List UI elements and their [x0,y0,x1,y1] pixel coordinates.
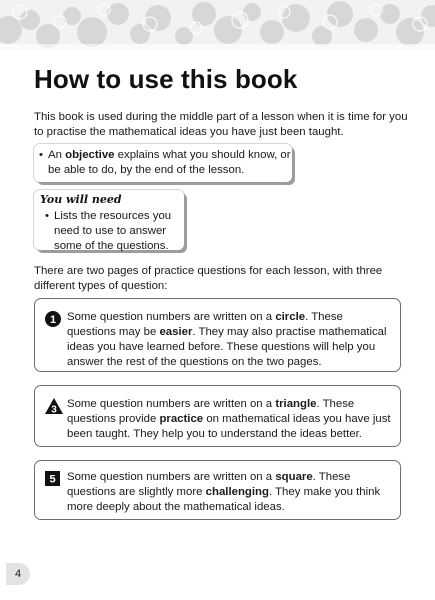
objective-term: objective [65,149,115,161]
practice-term: practice [159,413,204,425]
square-number: 5 [49,473,56,486]
bullet-icon: • [39,149,43,161]
page-title: How to use this book [34,64,298,94]
objective-text: An objective explains what you should know, or be able to do, by the end of the lesson. [48,149,291,176]
triangle-question-text: Some question numbers are written on a triangle. These questions provide practice on mathematical ideas you have just been taught. They help you to understand the ideas better. [67,398,391,440]
intro-paragraph: This book is used during the middle part of a lesson when it is time for you to practise the mathematical ideas you have just been taught. [34,111,408,138]
triangle-question-box [34,385,401,447]
circle-term: circle [275,311,306,323]
triangle-number: 3 [51,404,57,414]
square-question-text: Some question numbers are written on a square. These questions are slightly more challenging. They make you think more deeply about the mathematical ideas. [67,471,381,513]
circle-question-box [34,298,401,372]
you-will-need-callout [34,190,184,250]
square-number-icon [45,471,60,486]
bubble-pattern-icon [0,0,435,50]
square-term: square [275,471,313,483]
bullet-icon: • [45,210,49,222]
triangle-number-icon [45,398,63,414]
decorative-bubble-header [0,0,435,50]
you-will-need-title: You will need [40,193,122,206]
triangle-term: triangle [275,398,317,410]
objective-callout [34,144,292,182]
objective-bullet [34,148,292,178]
square-question-box [34,460,401,520]
circle-number: 1 [49,314,57,326]
easier-term: easier [159,326,193,338]
question-types-intro: There are two pages of practice questions for each lesson, with three different types of question: [34,265,383,292]
circle-number-icon [45,311,61,327]
page-number: 4 [6,563,30,585]
you-will-need-text: Lists the resources you need to use to answer some of the questions. [54,210,172,252]
challenging-term: challenging [205,486,269,498]
circle-question-text: Some question numbers are written on a circle. These questions may be easier. They may also practise mathematical ideas you have learned before. These questions will help you answer the rest of the questions on the two pages. [67,311,387,368]
you-will-need-bullet [40,209,180,254]
